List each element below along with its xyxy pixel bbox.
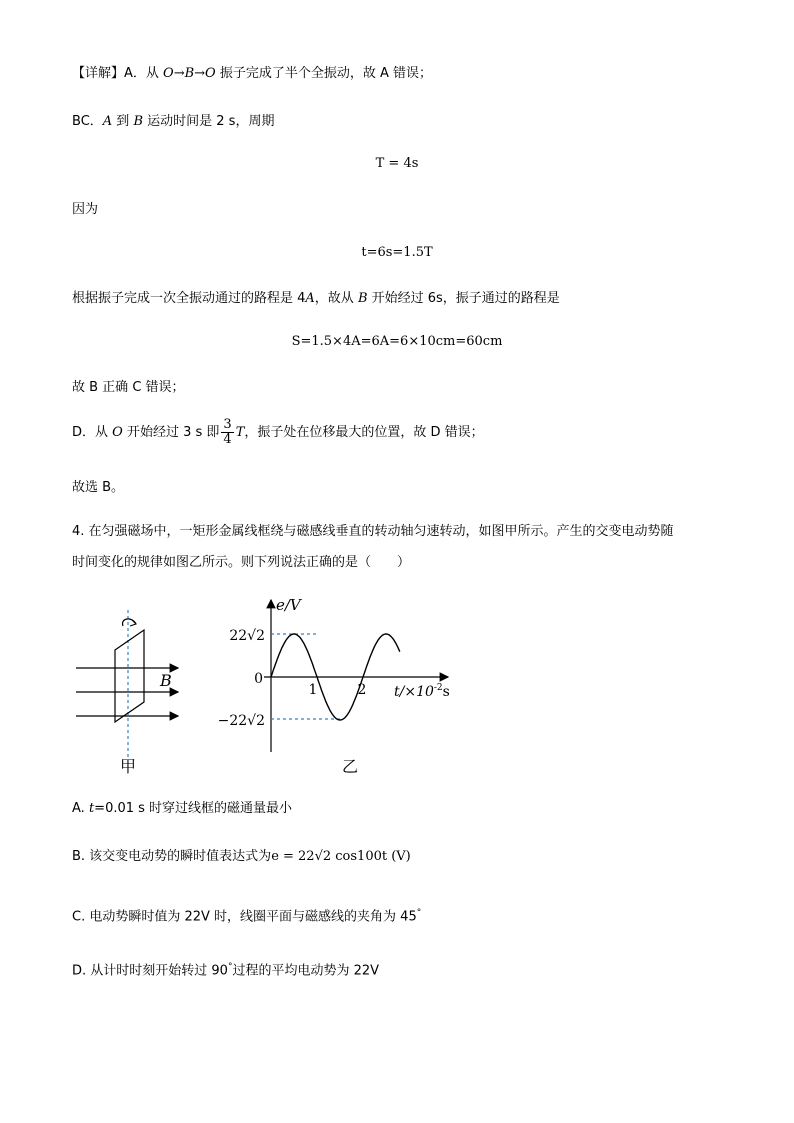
solution-line-bc (72, 112, 274, 132)
text: 4. 在匀强磁场中，一矩形金属线框绕与磁感线垂直的转动轴匀速转动，如图甲所示。产生的交变电动势随 (72, 524, 674, 539)
symbol: O (112, 425, 123, 440)
text: 开始经过 3 s 即 (122, 425, 220, 440)
x-axis-label: $t/\times 10^{-2}s$ (394, 683, 450, 700)
solution-line-distance (72, 289, 560, 309)
symbol: t (88, 801, 95, 816)
text: B. 该交变电动势的瞬时值表达式为 (72, 849, 272, 864)
text: 时间变化的规律如图乙所示。则下列说法正确的是（ ） (72, 555, 411, 570)
option-c (72, 903, 421, 927)
text: ，故从 (314, 291, 358, 306)
x-tick-2: 2 (357, 682, 367, 698)
text: C. 电动势瞬时值为 22V 时，线圈平面与磁感线的夹角为 45 (72, 909, 417, 925)
symbol: A (102, 114, 113, 129)
text: 到 (112, 114, 134, 129)
fraction-denominator: 4 (223, 432, 232, 447)
text: 振子完成了半个全振动，故 A 错误； (215, 66, 432, 81)
because-line (72, 200, 98, 220)
field-label: B (160, 671, 172, 690)
solution-line-d (72, 418, 484, 448)
equation-distance (0, 334, 794, 349)
text: 故 B 正确 C 错误； (72, 380, 185, 395)
fraction-numerator: 3 (223, 417, 232, 432)
path-symbol: O→B→O (163, 66, 216, 81)
option-a (72, 799, 292, 819)
formula: e = 22√2 cos100t (V) (271, 849, 411, 864)
text: 根据振子完成一次全振动通过的路程是 4 (72, 291, 306, 306)
coil-frame (115, 630, 144, 722)
symbol: A (305, 291, 315, 306)
text: A. (72, 801, 89, 816)
figure-jia (76, 610, 178, 776)
equation-period (0, 156, 794, 171)
text: =0.01 s 时穿过线框的磁通量最小 (94, 801, 293, 816)
x-tick-1: 1 (308, 682, 318, 698)
text: 故选 B。 (72, 480, 125, 495)
text: 因为 (72, 202, 99, 217)
y-tick-positive: 22√2 (229, 628, 265, 644)
solution-line-a (72, 64, 432, 84)
text: D．从 (72, 425, 113, 440)
solution-line-conclusion-bc (72, 378, 185, 398)
caption-jia: 甲 (119, 757, 137, 776)
origin-label: 0 (254, 671, 263, 687)
equation-time (0, 245, 794, 260)
symbol: B (357, 291, 368, 306)
text: 开始经过 6s，振子通过的路程是 (367, 291, 560, 306)
text: 运动时间是 2 s，周期 (143, 114, 275, 129)
y-axis-label: e/V (276, 596, 301, 614)
question-figure (60, 590, 480, 790)
symbol: B (133, 114, 143, 129)
solution-line-answer (72, 478, 124, 498)
text: 【详解】A．从 (72, 66, 164, 81)
text: ，振子处在位移最大的位置，故 D 错误； (244, 425, 484, 440)
degree-mark: ° (227, 962, 233, 972)
degree-mark: ° (416, 908, 422, 918)
y-tick-negative: −22√2 (217, 713, 265, 729)
fraction (221, 418, 233, 447)
caption-yi: 乙 (341, 757, 359, 776)
equation-text: S=1.5×4A=6A=6×10cm=60cm (291, 334, 503, 349)
option-d (72, 957, 379, 981)
text: BC． (72, 114, 103, 129)
symbol: T (235, 425, 245, 440)
question-line-1 (72, 522, 674, 542)
text: D. 从计时时刻开始转过 90 (72, 963, 228, 979)
text: 过程的平均电动势为 22V (232, 963, 380, 979)
equation-text: t=6s=1.5T (361, 245, 433, 260)
figure-yi (218, 596, 450, 776)
equation-text: T = 4s (375, 156, 419, 171)
option-b (72, 847, 411, 867)
question-line-2 (72, 553, 410, 573)
